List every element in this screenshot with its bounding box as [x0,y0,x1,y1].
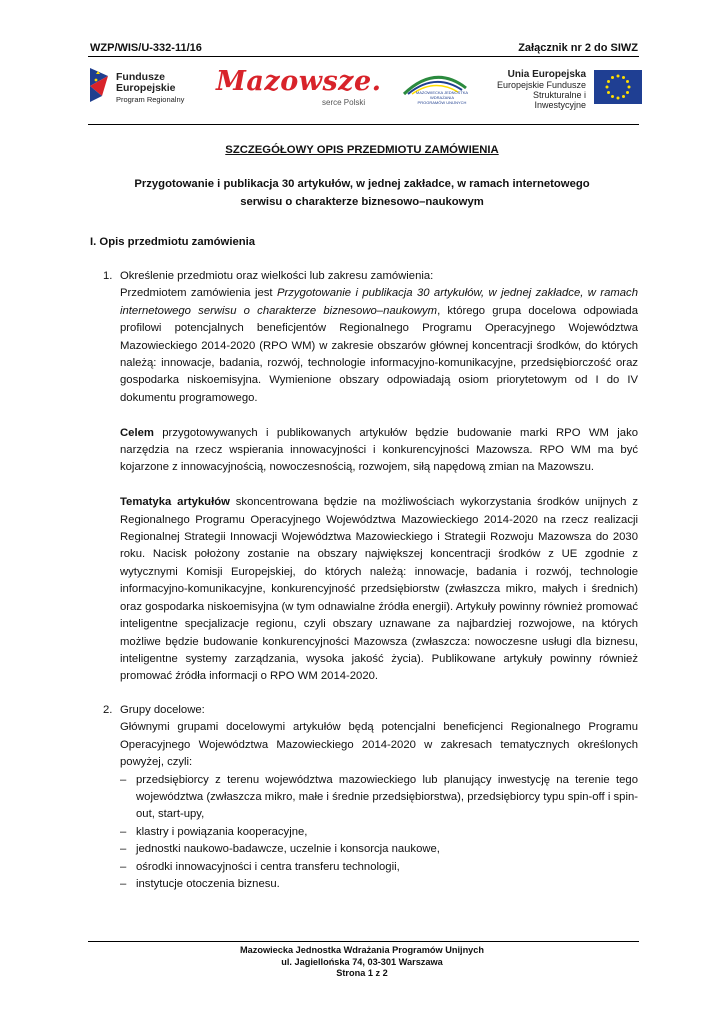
footer-address: ul. Jagiellońska 74, 03-301 Warszawa [281,956,443,967]
logo-rule [88,124,639,125]
header-rule [88,56,639,57]
item-1-paragraph-2: Celem przygotowywanych i publikowanych artykułów będzie budowanie marki RPO WM jako narzędzia na rzecz wspierania innowacyjności i konkurencyjności Mazowsza. RPO WM ma być kojarzone z innowacyjnością, nowoczesnością, rozwojem, siłą napędową zmian na Mazowszu. [120,426,638,474]
item-1-number: 1. [103,270,113,282]
fe-line1: Fundusze [116,71,165,83]
item-1-paragraph-1: Przedmiotem zamówienia jest Przygotowanie i publikacja 30 artykułów, w jednej zakładce, w ramach internetowego serwisu o charakterze biznesowo–naukowym, którego grupa docelowa odpowiada profilowi potencjalnych beneficjentów Regionalnego Programu Operacyjnego Województwa Mazowieckiego 2014-2020 (RPO WM) w zakresie obszarów głównej koncentracji środków, do których należą: innowacje, badania, rozwój, technologie informacyjno-komunikacyjne, przedsiębiorczość oraz gospodarka niskoemisyjna. Wymienione obszary odpowiadają osiom priorytetowym od I do IV dokumentu programowego. [120,287,638,404]
eu-flag-icon [594,70,642,109]
footer-rule [88,941,639,942]
mjwpu-line1: MAZOWIECKA JEDNOSTKA [415,90,469,95]
fe-emblem-icon [88,66,110,104]
mazowsze-logo [216,66,382,107]
footer [0,945,724,980]
item-1-heading: Określenie przedmiotu oraz wielkości lub zakresu zamówienia: [120,270,434,282]
item-2-number: 2. [103,704,113,716]
list-item: – instytucje otoczenia biznesu. [120,878,280,891]
fe-line3: Program Regionalny [116,95,185,104]
mazowsze-wordmark: Mazowsze. [216,66,382,97]
document-title: SZCZEGÓŁOWY OPIS PRZEDMIOTU ZAMÓWIENIA [225,144,499,156]
page-number: Strona 1 z 2 [336,968,388,978]
ue-line3: Strukturalne i Inwestycyjne [532,90,586,110]
item-1 [103,268,638,686]
document-subtitle [100,175,624,211]
section-heading: I. Opis przedmiotu zamówienia [90,236,256,248]
attachment-label: Załącznik nr 2 do SIWZ [518,42,638,54]
footer-institution: Mazowiecka Jednostka Wdrażania Programów Unijnych [239,945,485,955]
fundusze-europejskie-logo [88,66,185,109]
item-1-paragraph-3: Tematyka artykułów skoncentrowana będzie na możliwościach wykorzystania środków unijnych z Regionalnego Programu Operacyjnego Województwa Mazowieckiego 2014-2020 na rzecz realizacji Regionalnej Strategii Innowacji Województwa Mazowieckiego i Strategii Rozwoju Mazowsza do 2030 roku. Nacisk położony zostanie na obszary największej koncentracji środków z UE zgodnie z wytycznymi Komisji Europejskiej, do których należą: innowacje, badania i rozwój, technologie informacyjno-komunikacyjne, konkurencyjność przedsiębiorstw (zwłaszcza mikro, małych i średnich) oraz gospodarka niskoemisyjna (w tym odnawialne źródła energii). Artykuły powinny również promować inteligentne specjalizacje regionu, czyli obszary uznawane za najbardziej rozwojowe, na których możliwe będzie budowanie konkurencyjności Mazowsza (zwłaszcza: nowoczesne usługi dla biznesu, inteligentne systemy zarządzania, wysoka jakość życia). Publikowane artykuły powinny również promować źródła informacji o RPO WM 2014-2020. [120,496,638,683]
mazowsze-tagline: serce Polski [322,98,366,107]
unia-europejska-text [488,70,586,110]
list-item: – przedsiębiorcy z terenu województwa mazowieckiego lub planujący inwestycję na terenie tego województwa (zwłaszcza mikro, małe i średnie przedsiębiorstwa), przedsiębiorcy typu spin-off i spin-out, start-upy, [120,773,638,821]
mjwpu-line2: WDRAŻANIA [430,95,454,100]
subtitle-line1: Przygotowanie i publikacja 30 artykułów, w jednej zakładce, w ramach internetowego [134,178,590,190]
fe-line2: Europejskie [116,82,176,94]
document-reference: WZP/WIS/U-332-11/16 [90,42,202,54]
mjwpu-logo [400,70,470,110]
ue-line2: Europejskie Fundusze [496,80,586,90]
mjwpu-line3: PROGRAMÓW UNIJNYCH [417,100,467,105]
list-item: – klastry i powiązania kooperacyjne, [120,825,308,838]
item-2-intro: Głównymi grupami docelowymi artykułów będą potencjalni beneficjenci Regionalnego Programu Operacyjnego Województwa Mazowieckiego 2014-2020 w zakresach tematycznych określonych powyżej, czyli: [120,721,638,769]
item-2 [103,702,638,893]
list-item: – ośrodki innowacyjności i centra transferu technologii, [120,860,400,873]
subtitle-line2: serwisu o charakterze biznesowo–naukowym [240,196,484,208]
list-item: – jednostki naukowo-badawcze, uczelnie i konsorcja naukowe, [120,843,440,856]
ue-title: Unia Europejska [507,69,586,80]
item-2-heading: Grupy docelowe: [120,704,205,716]
logo-bar [88,62,643,112]
